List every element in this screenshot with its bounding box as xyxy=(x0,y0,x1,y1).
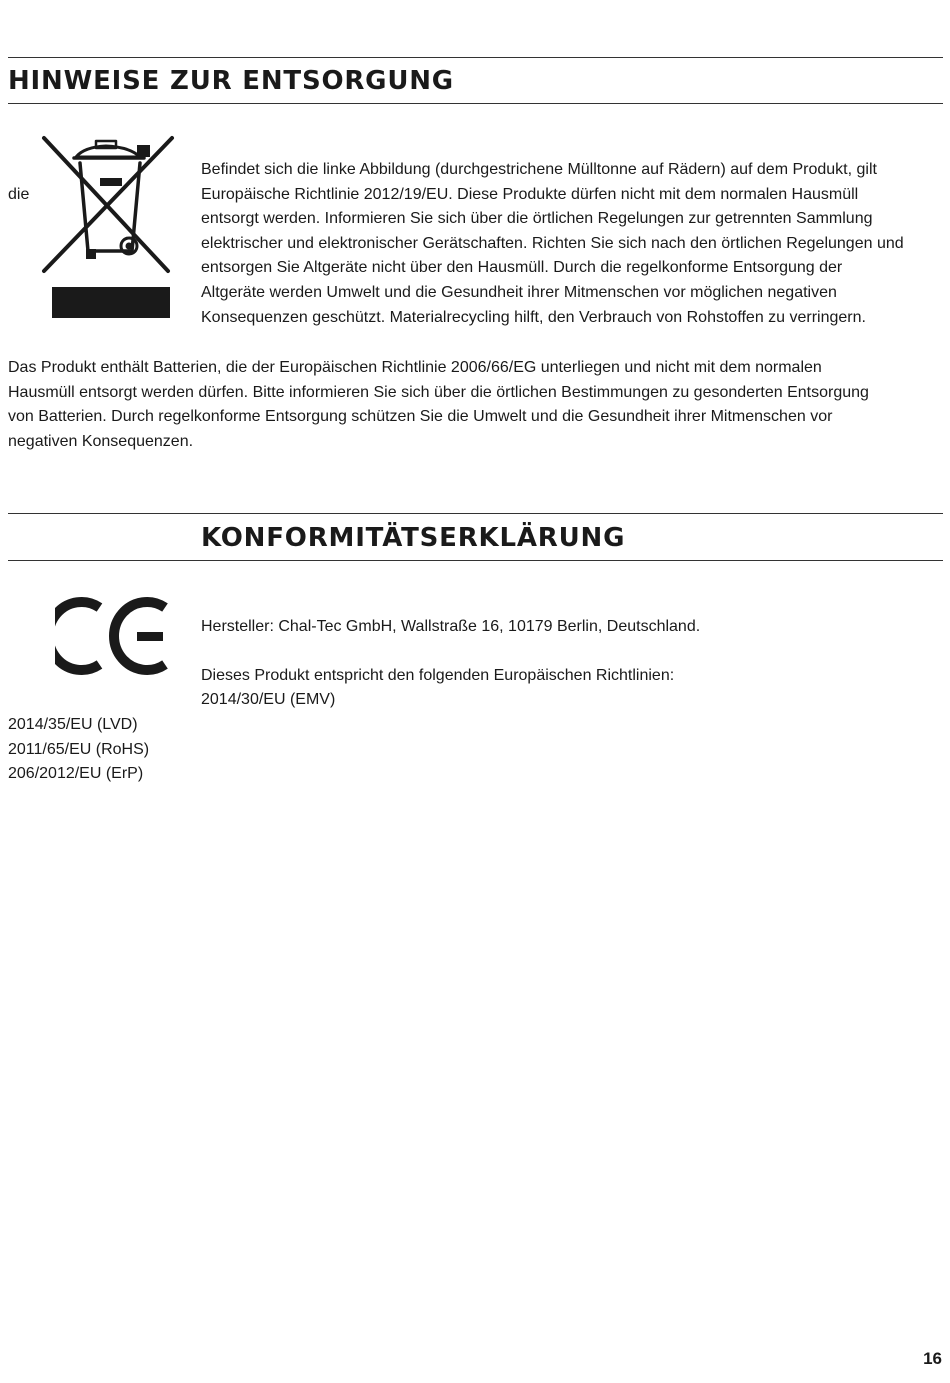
weee-side-word: die xyxy=(8,186,30,203)
weee-paragraph xyxy=(201,158,904,330)
battery-line: Das Produkt enthält Batterien, die der Europäischen Richtlinie 2006/66/EG unterliegen und nicht mit dem normalen xyxy=(8,359,822,376)
disposal-bottom-rule xyxy=(8,103,943,104)
ce-mark-icon xyxy=(55,596,170,676)
directives-intro: Dieses Produkt entspricht den folgenden Europäischen Richtlinien: xyxy=(201,667,675,684)
directive-item: 2014/35/EU (LVD) xyxy=(8,716,138,733)
weee-line: entsorgen Sie Altgeräte nicht über den Hausmüll. Durch die regelkonforme Entsorgung der xyxy=(201,259,843,277)
directive-item: 2011/65/EU (RoHS) xyxy=(8,740,150,758)
weee-line: elektrischer und elektronischer Gerätschaften. Richten Sie sich nach den örtlichen Regelungen und xyxy=(201,234,904,252)
weee-bin-icon xyxy=(40,133,175,319)
conformity-heading: KONFORMITÄTSERKLÄRUNG xyxy=(201,523,626,553)
battery-line: von Batterien. Durch regelkonforme Entsorgung schützen Sie die Umwelt und die Gesundheit ihrer Mitmenschen vor xyxy=(8,408,833,426)
battery-line: Hausmüll entsorgt werden dürfen. Bitte informieren Sie sich über die örtlichen Bestimmungen zu gesonderten Entsorgung xyxy=(8,383,869,401)
weee-line: Altgeräte werden Umwelt und die Gesundheit ihrer Mitmenschen vor möglichen negativen xyxy=(201,283,837,301)
directive-emv: 2014/30/EU (EMV) xyxy=(201,691,336,708)
directives-list xyxy=(8,713,149,787)
page-number: 16 xyxy=(923,1349,942,1368)
battery-paragraph xyxy=(8,356,869,454)
manufacturer-text: Hersteller: Chal-Tec GmbH, Wallstraße 16, 10179 Berlin, Deutschland. xyxy=(201,618,701,635)
disposal-top-rule xyxy=(8,57,943,58)
weee-line: entsorgt werden. Informieren Sie sich über die örtlichen Regelungen zur getrennten Sammlung xyxy=(201,210,873,228)
weee-line: Konsequenzen geschützt. Materialrecycling hilft, den Verbrauch von Rohstoffen zu verringern. xyxy=(201,308,866,326)
conformity-bottom-rule xyxy=(8,560,943,561)
weee-line: Europäische Richtlinie 2012/19/EU. Diese Produkte dürfen nicht mit dem normalen Hausmüll xyxy=(201,185,859,203)
conformity-top-rule xyxy=(8,513,943,514)
battery-line: negativen Konsequenzen. xyxy=(8,432,194,450)
weee-line: Befindet sich die linke Abbildung (durchgestrichene Mülltonne auf Rädern) auf dem Produkt, gilt xyxy=(201,161,877,178)
directive-item: 206/2012/EU (ErP) xyxy=(8,765,144,783)
disposal-heading: HINWEISE ZUR ENTSORGUNG xyxy=(8,66,454,96)
